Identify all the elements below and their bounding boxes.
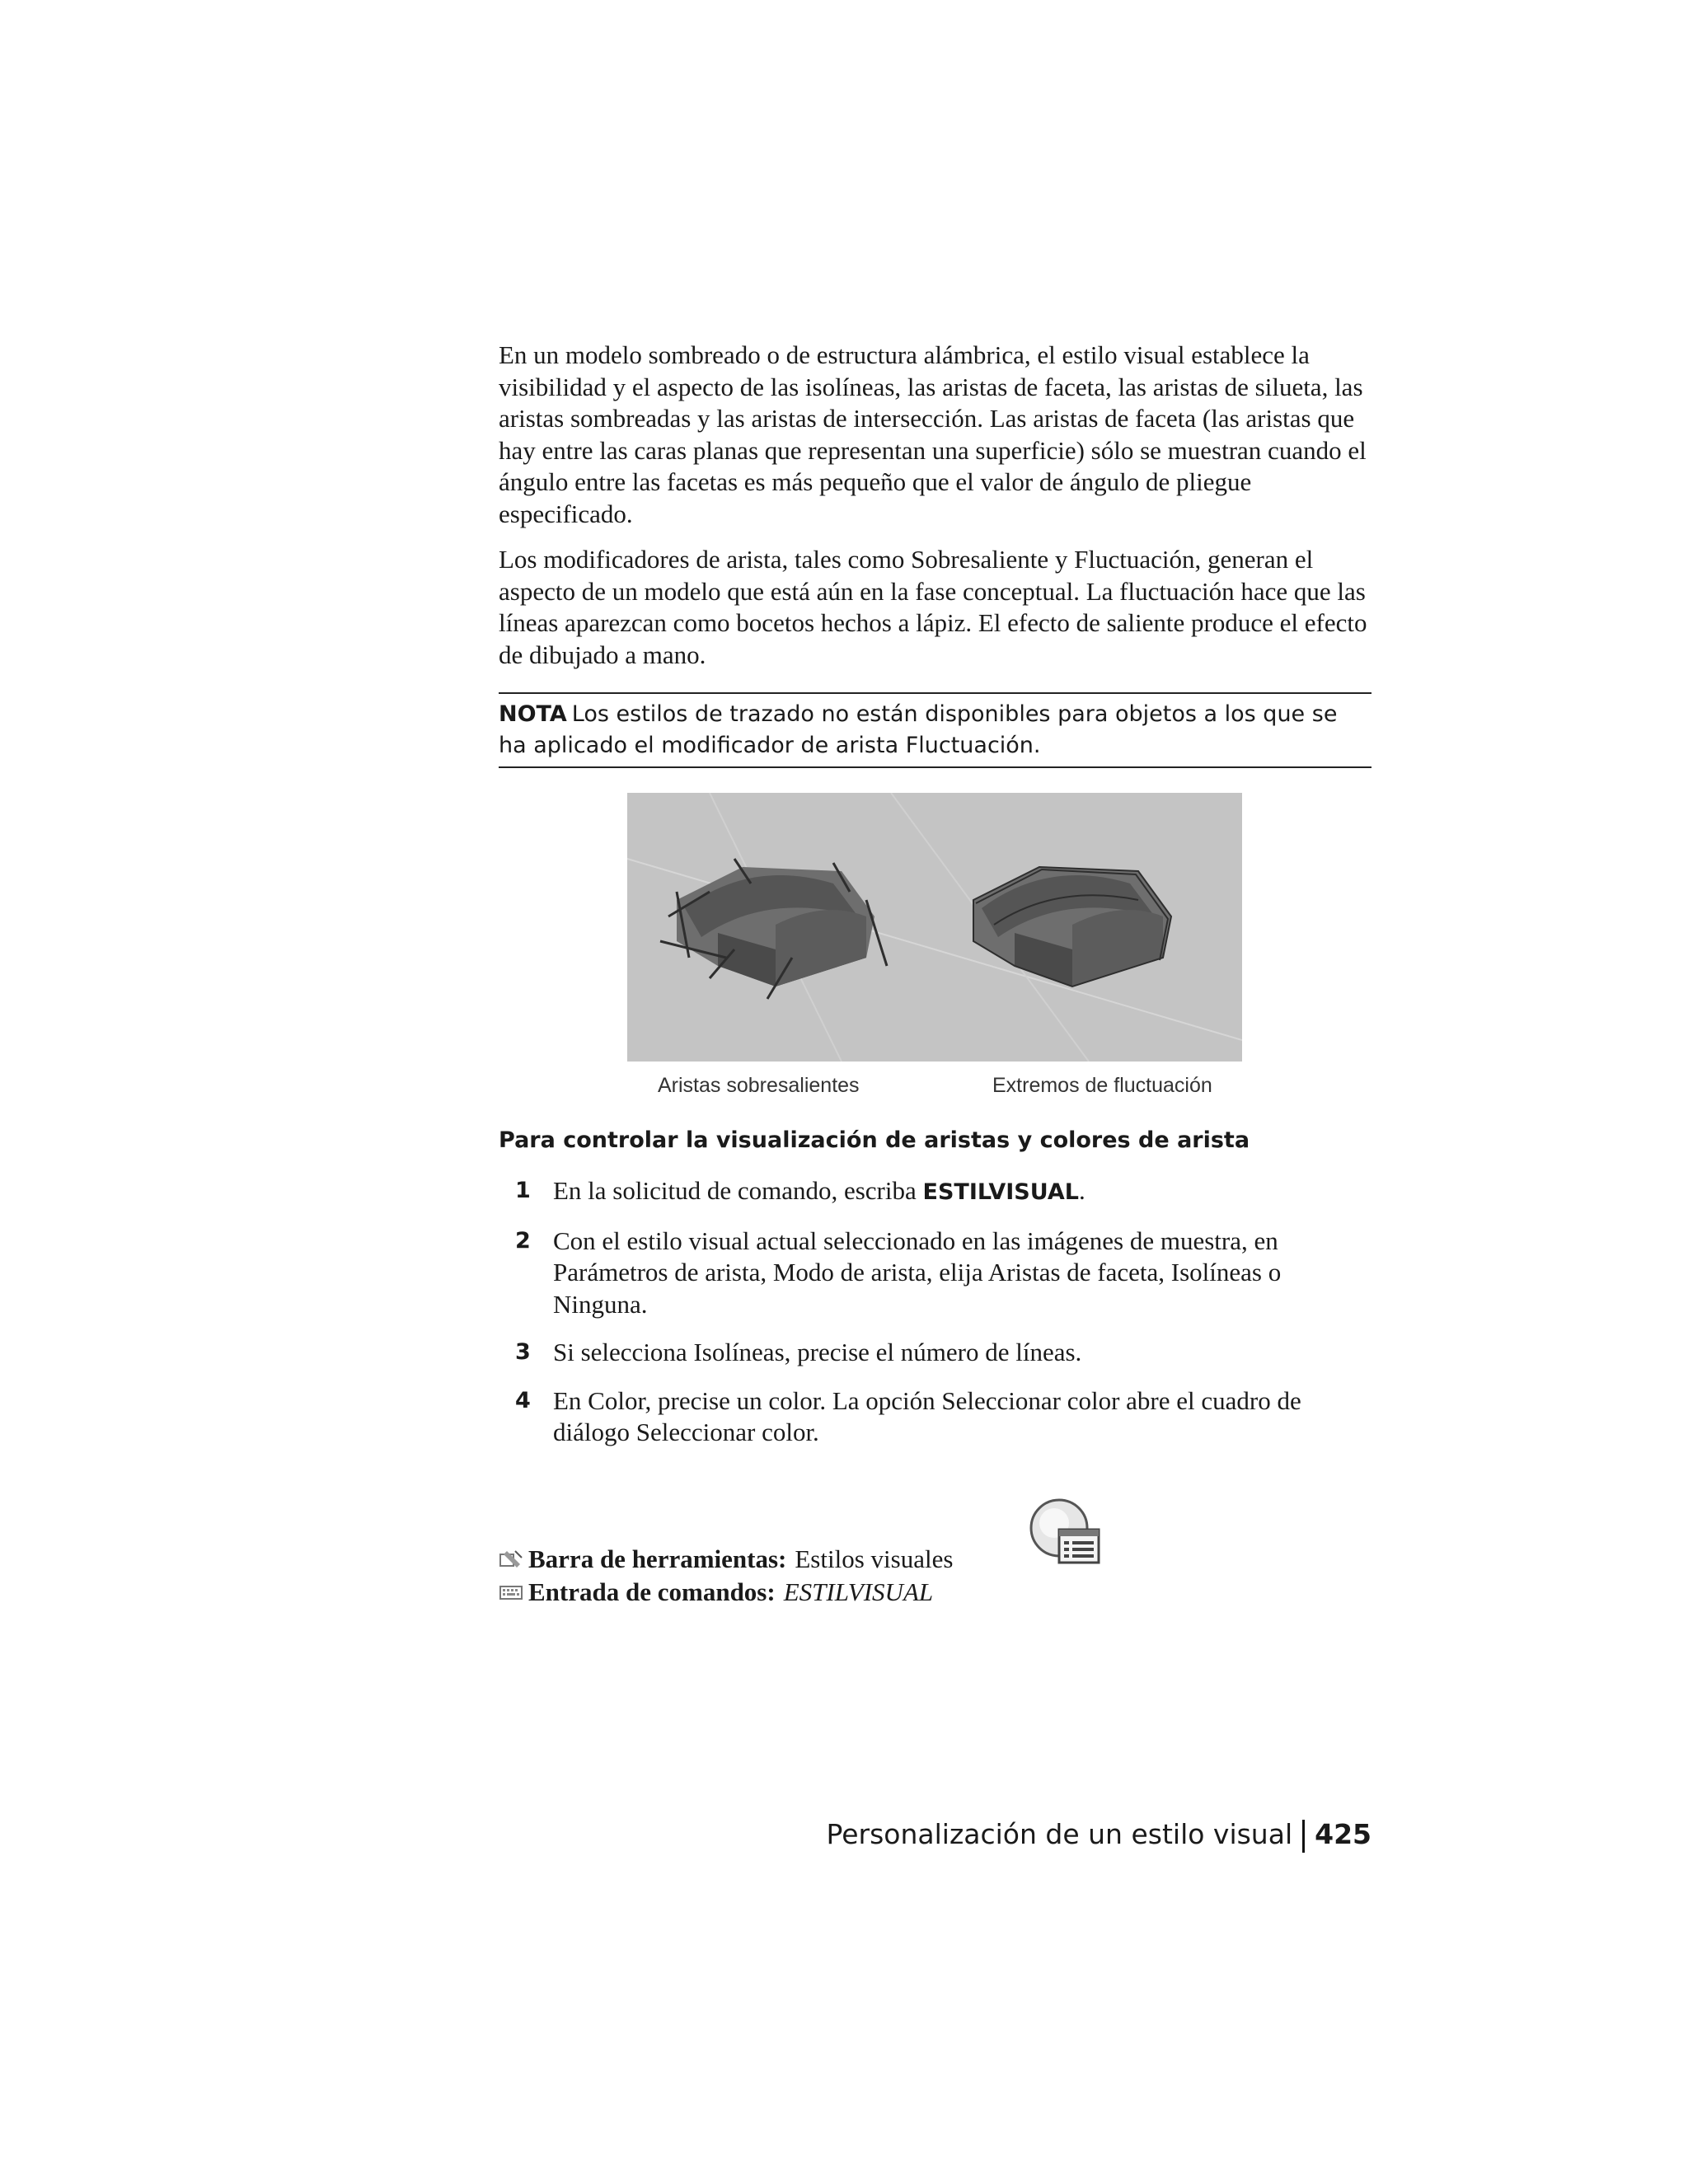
footer-separator: [1302, 1820, 1305, 1853]
procedure-title: Para controlar la visualización de aristas y colores de arista: [499, 1127, 1250, 1153]
caption-jitter-ends: Extremos de fluctuación: [992, 1074, 1212, 1097]
step-text: En la solicitud de comando, escriba: [553, 1176, 923, 1205]
keyboard-icon: [499, 1582, 523, 1602]
step-number: 1: [515, 1178, 531, 1203]
command-label: Entrada de comandos:: [528, 1577, 776, 1606]
visual-styles-toolbar-icon: [1026, 1493, 1102, 1569]
step-item: [499, 1337, 1374, 1369]
step-text: Si selecciona Isolíneas, precise el número de líneas.: [553, 1338, 1082, 1366]
note-box: [499, 692, 1372, 768]
toolbar-access-row: [499, 1543, 953, 1576]
footer-section-title: Personalización de un estilo visual: [826, 1818, 1293, 1850]
toolbar-icon: [499, 1549, 523, 1569]
toolbar-value: Estilos visuales: [795, 1544, 954, 1573]
access-methods: [499, 1543, 953, 1609]
toolbar-label: Barra de herramientas:: [528, 1544, 787, 1573]
note-label: NOTA: [499, 701, 567, 727]
command-value: ESTILVISUAL: [783, 1577, 934, 1606]
note-text: Los estilos de trazado no están disponibles para objetos a los que se ha aplicado el modificador de arista Fluctuación.: [499, 701, 1338, 758]
step-number: 3: [515, 1339, 531, 1365]
edge-modifiers-image: [627, 793, 1242, 1062]
step-item: [499, 1226, 1374, 1321]
paragraph-visual-style-edges: En un modelo sombreado o de estructura alámbrica, el estilo visual establece la visibilidad y el aspecto de las isolíneas, las aristas de faceta, las aristas de silueta, las aristas sombreadas y las aristas de intersección. Las aristas de faceta (las aristas que hay entre las caras planas que representan una superficie) sólo se muestran cuando el ángulo entre las facetas es más pequeño que el valor de ángulo de pliegue especificado.: [499, 340, 1367, 528]
step-text: En Color, precise un color. La opción Seleccionar color abre el cuadro de diálogo Seleccionar color.: [553, 1385, 1301, 1446]
page-number: 425: [1315, 1818, 1372, 1850]
caption-overhang-edges: Aristas sobresalientes: [658, 1074, 860, 1097]
step-text: Con el estilo visual actual seleccionado en las imágenes de muestra, en Parámetros de arista, Modo de arista, elija Aristas de faceta, Isolíneas o Ninguna.: [553, 1226, 1282, 1319]
command-name: ESTILVISUAL: [922, 1179, 1079, 1205]
edge-modifiers-figure: [627, 793, 1242, 1062]
step-item: [499, 1385, 1374, 1449]
step-number: 4: [515, 1387, 531, 1413]
command-access-row: [499, 1576, 953, 1609]
step-item: [499, 1175, 1374, 1209]
procedure-steps: [499, 1175, 1374, 1465]
step-number: 2: [515, 1227, 531, 1254]
step-text-end: .: [1078, 1176, 1085, 1205]
paragraph-edge-modifiers: Los modificadores de arista, tales como Sobresaliente y Fluctuación, generan el aspecto de un modelo que está aún en la fase conceptual. La fluctuación hace que las líneas aparezcan como bocetos hechos a lápiz. El efecto de saliente produce el efecto de dibujado a mano.: [499, 545, 1367, 669]
page-footer: [827, 1818, 1372, 1853]
